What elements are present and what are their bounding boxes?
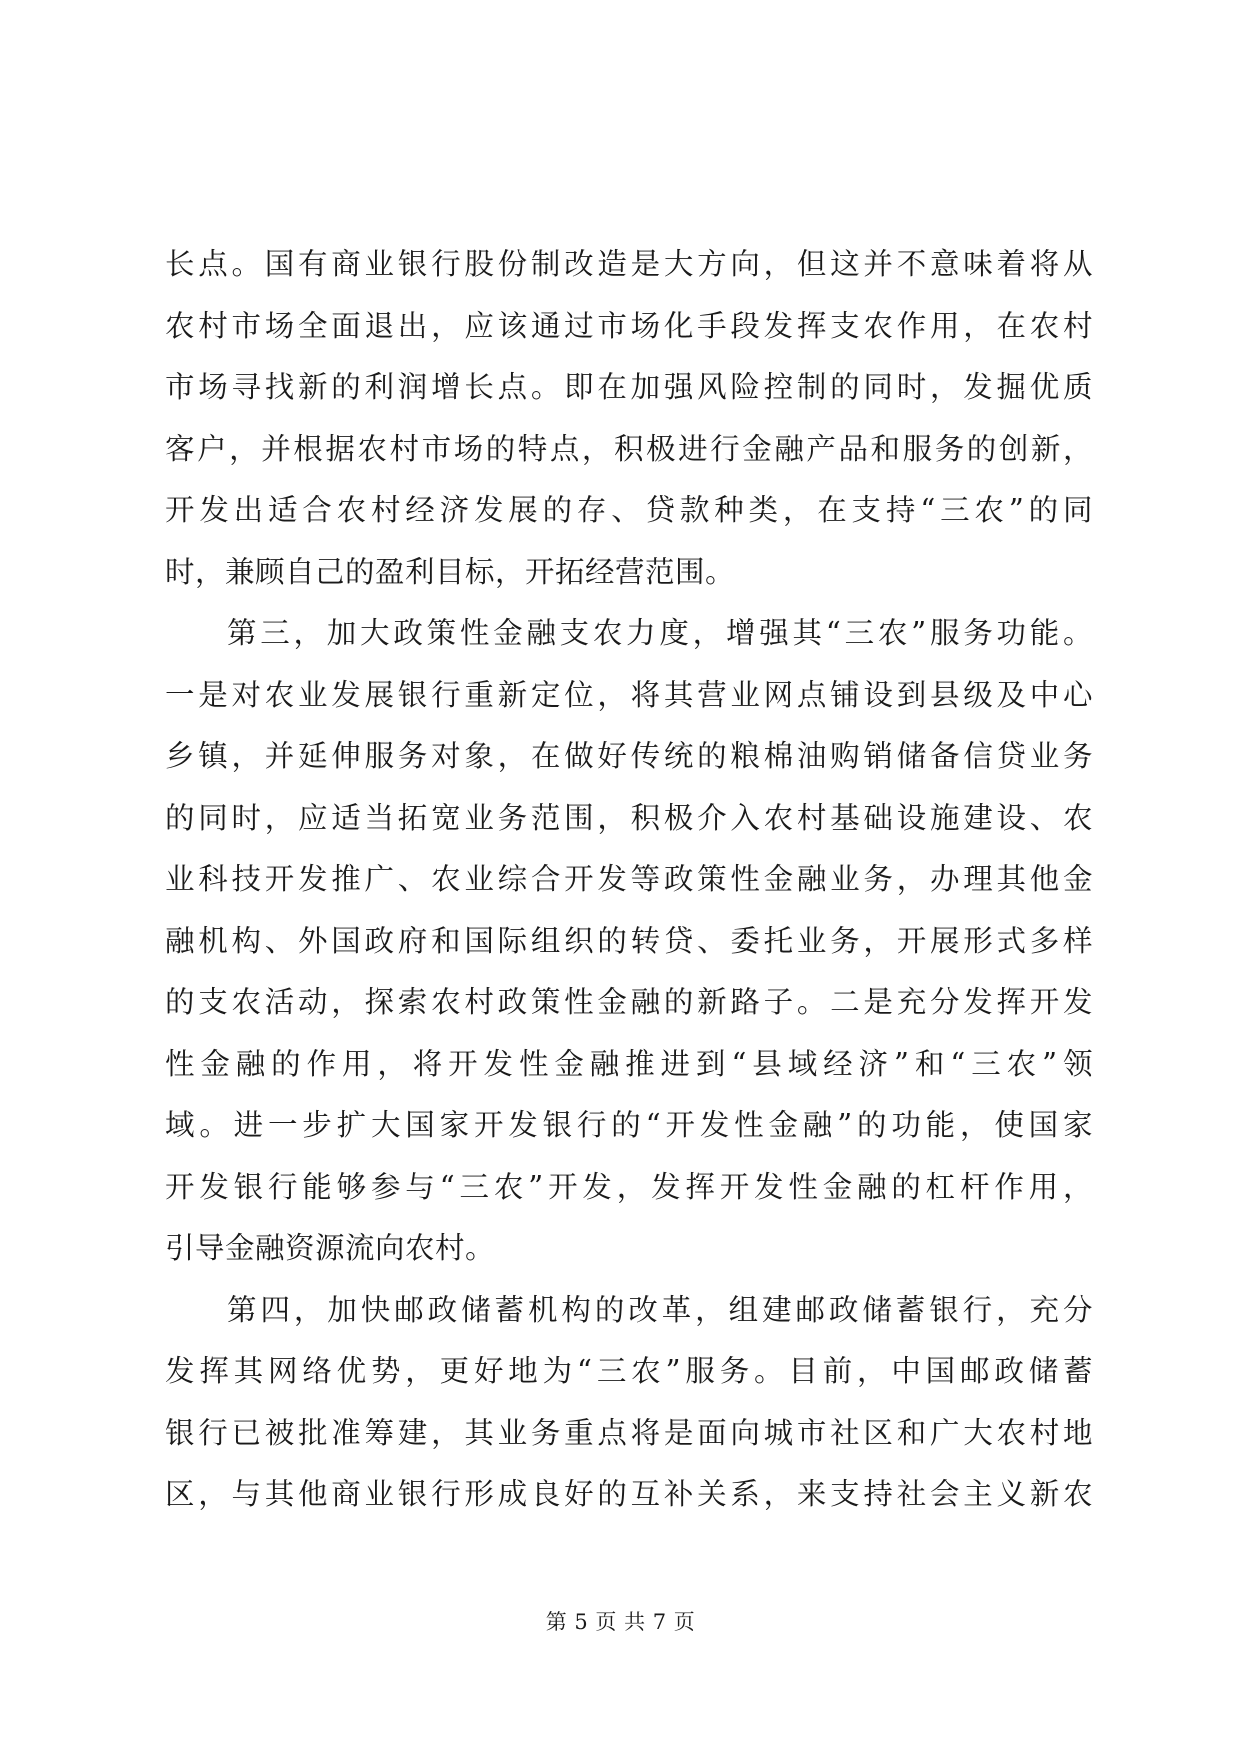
text-line: 客户，并根据农村市场的特点，积极进行金融产品和服务的创新， bbox=[165, 431, 1093, 466]
text-line: 融机构、外国政府和国际组织的转贷、委托业务，开展形式多样 bbox=[165, 923, 1093, 958]
body-text bbox=[165, 234, 1093, 1526]
text-line: 的支农活动，探索农村政策性金融的新路子。二是充分发挥开发 bbox=[165, 985, 1093, 1019]
text-line: 开发出适合农村经济发展的存、贷款种类，在支持“三农”的同 bbox=[165, 493, 1093, 527]
text-line: 农村市场全面退出，应该通过市场化手段发挥支农作用，在农村 bbox=[165, 308, 1093, 343]
text-line: 开发银行能够参与“三农”开发，发挥开发性金融的杠杆作用， bbox=[165, 1169, 1093, 1204]
text-line: 时，兼顾自己的盈利目标，开拓经营范围。 bbox=[165, 554, 736, 589]
text-line: 市场寻找新的利润增长点。即在加强风险控制的同时，发掘优质 bbox=[165, 370, 1093, 404]
text-line: 第四，加快邮政储蓄机构的改革，组建邮政储蓄银行，充分 bbox=[227, 1292, 1093, 1327]
text-line: 第三，加大政策性金融支农力度，增强其“三农”服务功能。 bbox=[227, 616, 1093, 650]
text-line: 银行已被批准筹建，其业务重点将是面向城市社区和广大农村地 bbox=[165, 1415, 1093, 1450]
text-line: 乡镇，并延伸服务对象，在做好传统的粮棉油购销储备信贷业务 bbox=[165, 739, 1093, 773]
text-line: 业科技开发推广、农业综合开发等政策性金融业务，办理其他金 bbox=[165, 862, 1093, 896]
text-line: 区，与其他商业银行形成良好的互补关系，来支持社会主义新农 bbox=[165, 1477, 1093, 1511]
text-line: 域。进一步扩大国家开发银行的“开发性金融”的功能，使国家 bbox=[165, 1108, 1093, 1142]
text-line: 一是对农业发展银行重新定位，将其营业网点铺设到县级及中心 bbox=[165, 677, 1093, 712]
text-line: 发挥其网络优势，更好地为“三农”服务。目前，中国邮政储蓄 bbox=[165, 1354, 1093, 1388]
text-line: 长点。国有商业银行股份制改造是大方向，但这并不意味着将从 bbox=[165, 247, 1093, 281]
text-line: 性金融的作用，将开发性金融推进到“县域经济”和“三农”领 bbox=[165, 1046, 1093, 1081]
text-line: 引导金融资源流向农村。 bbox=[165, 1231, 496, 1265]
page-number-footer: 第 5 页 共 7 页 bbox=[545, 1610, 696, 1634]
text-line: 的同时，应适当拓宽业务范围，积极介入农村基础设施建设、农 bbox=[165, 800, 1093, 835]
